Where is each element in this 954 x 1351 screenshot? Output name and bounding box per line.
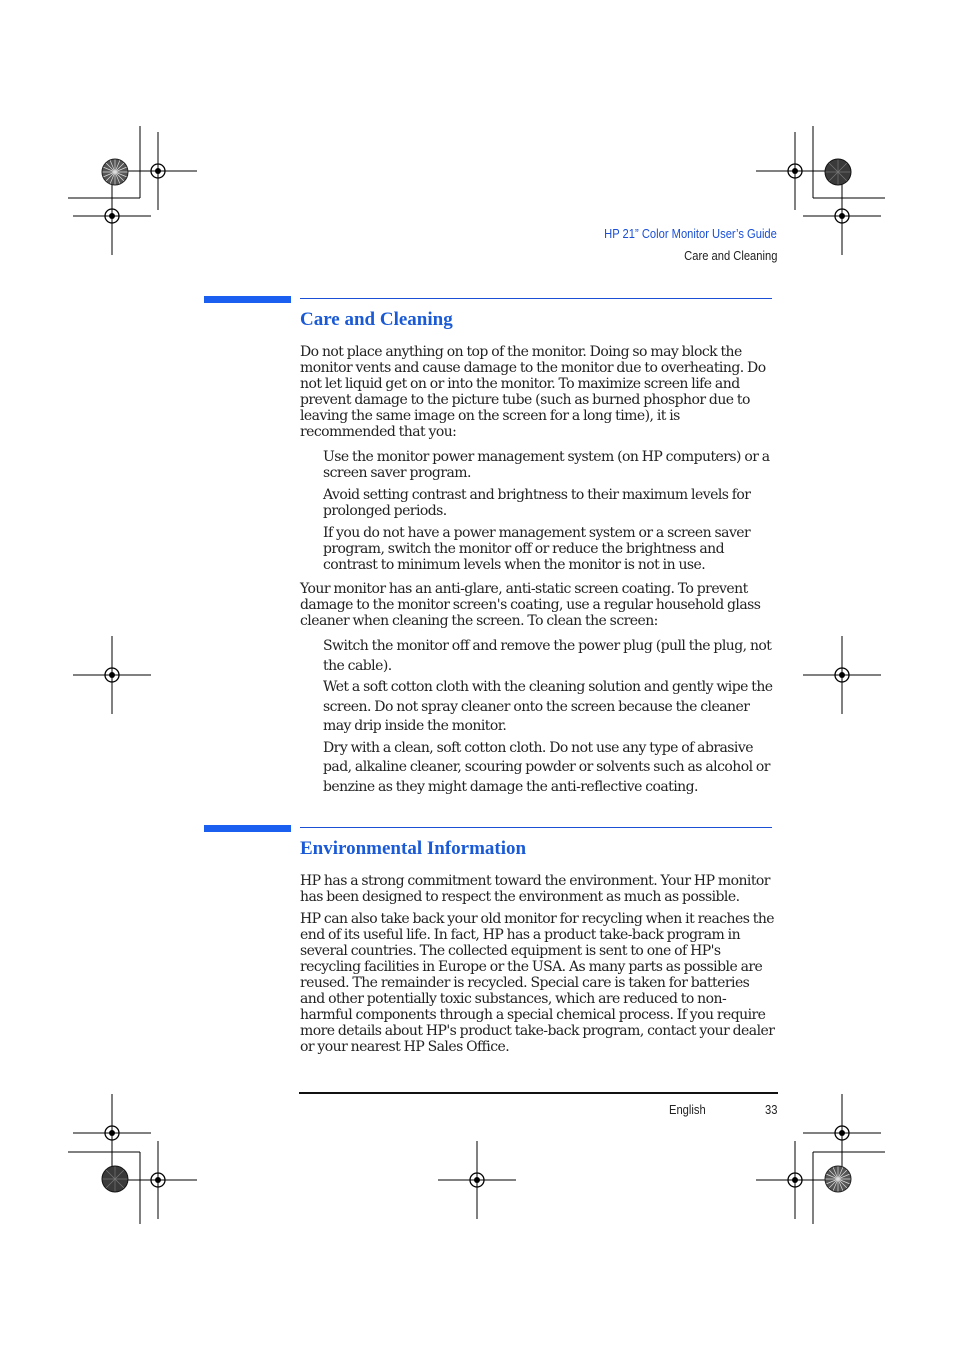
running-header-section: Care and Cleaning	[683, 248, 777, 263]
page-number: 33	[764, 1102, 777, 1117]
registration-mark-icon	[803, 177, 881, 255]
section-rule	[300, 827, 772, 828]
care-intro-paragraph: Do not place anything on top of the monitor. Doing so may block the monitor vents and cause damage to the monitor due to overheating. Do not let liquid get on or into the monitor. To maximize screen life and prevent damage to the picture tube (such as burned phosphor due to leaving the same image on the screen for a long time), it is recommended that you:	[300, 344, 766, 440]
section-heading-environment: Environmental Information	[300, 838, 527, 859]
coating-block	[300, 581, 776, 635]
footer-language: English	[669, 1102, 706, 1117]
section-accent-bar	[204, 825, 291, 832]
list-item: Use the monitor power management system (on HP computers) or a screen saver program.	[323, 449, 770, 481]
list-item: If you do not have a power management system or a screen saver program, switch the monitor off or reduce the brightness and contrast to minimum levels when the monitor is not in use.	[323, 525, 751, 573]
color-wheel-icon	[102, 159, 128, 185]
environment-paragraph: HP has a strong commitment toward the environment. Your HP monitor has been designed to respect the environment as much as possible.	[300, 873, 770, 905]
list-item: Avoid setting contrast and brightness to their maximum levels for prolonged periods.	[323, 487, 751, 519]
registration-mark-icon	[73, 177, 151, 255]
recommendation-list	[323, 449, 776, 579]
list-item: Switch the monitor off and remove the power plug (pull the plug, not the cable).	[323, 638, 772, 674]
section-heading-care: Care and Cleaning	[300, 309, 453, 330]
registration-mark-icon	[803, 636, 881, 714]
care-intro-block	[300, 344, 776, 446]
coating-paragraph: Your monitor has an anti-glare, anti-static screen coating. To prevent damage to the monitor screen's coating, use a regular household glass cleaner when cleaning the screen. To clean the screen:	[300, 581, 761, 629]
registration-mark-icon	[438, 1141, 516, 1219]
registration-mark-icon	[756, 1141, 834, 1219]
footer-rule	[299, 1092, 778, 1094]
section-rule	[300, 298, 772, 299]
registration-mark-icon	[73, 636, 151, 714]
section-accent-bar	[204, 296, 291, 303]
cleaning-steps-list	[323, 637, 776, 799]
environment-paragraph: HP can also take back your old monitor for recycling when it reaches the end of its useful life. In fact, HP has a product take-back program in several countries. The collected equipment is sent to one of HP's recycling facilities in Europe or the USA. As many parts as possible are reused. The remainder is recycled. Special care is taken for batteries and other potentially toxic substances, which are reduced to non-harmful components through a special chemical process. If you require more details about HP's product take-back program, contact your dealer or your nearest HP Sales Office.	[300, 911, 775, 1055]
environment-text-block	[300, 873, 776, 1061]
running-header-title: HP 21” Color Monitor User’s Guide	[604, 226, 777, 241]
color-wheel-icon	[825, 159, 851, 185]
registration-mark-icon	[73, 1094, 151, 1172]
list-item: Wet a soft cotton cloth with the cleaning solution and gently wipe the screen. Do not spray cleaner onto the screen because the cleaner may drip inside the monitor.	[323, 679, 773, 734]
list-item: Dry with a clean, soft cotton cloth. Do not use any type of abrasive pad, alkaline cleaner, scouring powder or solvents such as alcohol or benzine as they might damage the anti-reflective coating.	[323, 739, 770, 795]
registration-mark-icon	[803, 1094, 881, 1172]
registration-mark-icon	[119, 1141, 197, 1219]
color-wheel-icon	[825, 1166, 851, 1192]
color-wheel-icon	[102, 1166, 128, 1192]
